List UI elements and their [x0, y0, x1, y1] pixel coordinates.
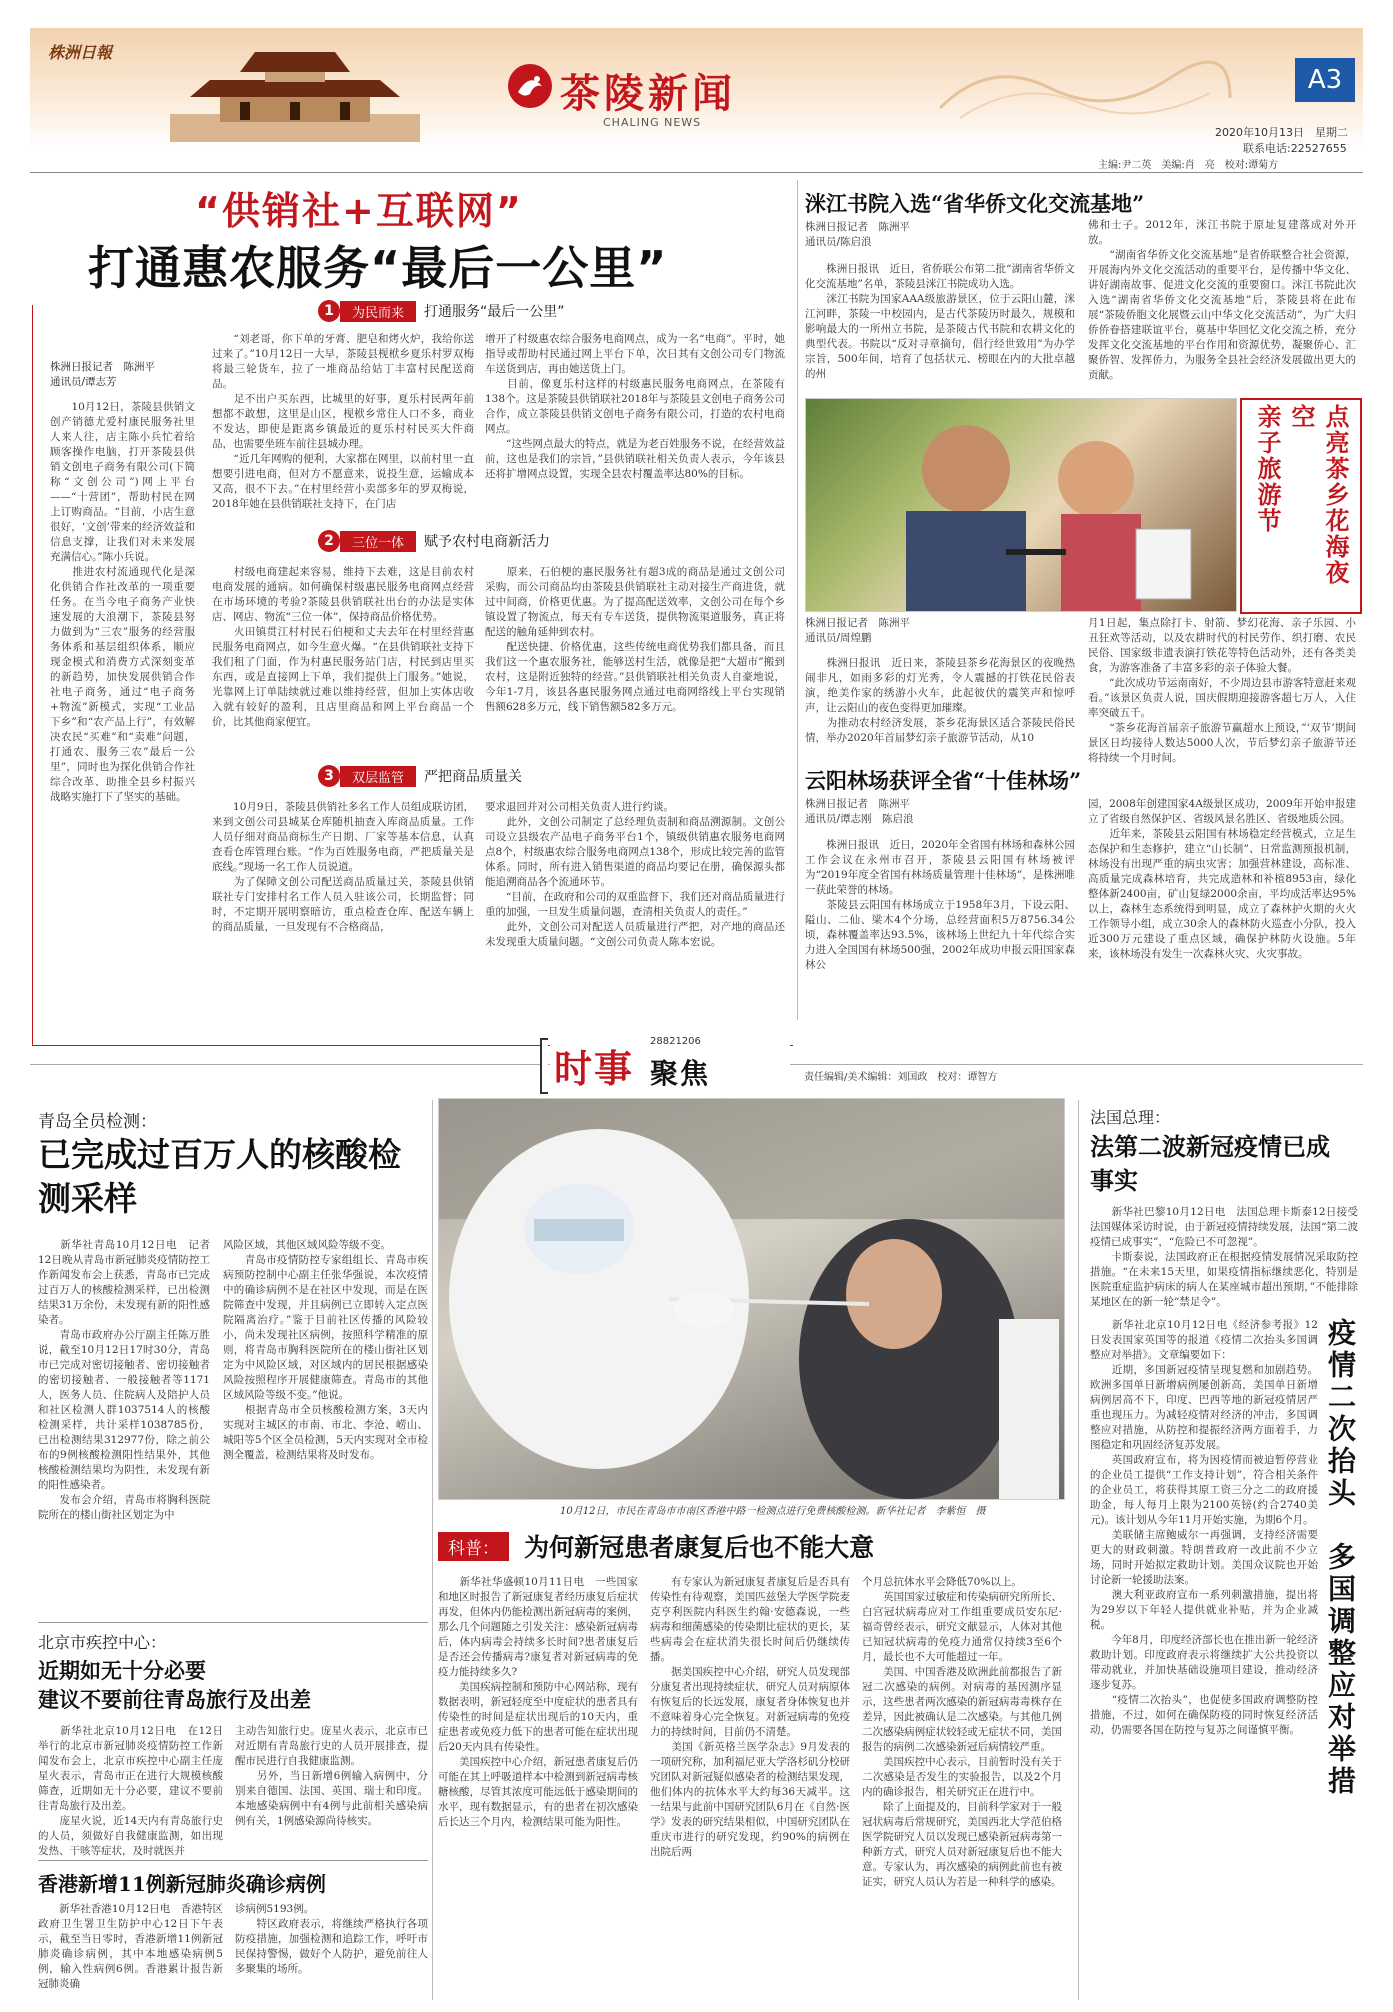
section-1-tag: 为民而来 [340, 301, 416, 322]
page-label: A3 [1295, 58, 1355, 102]
beijing-col-1: 新华社北京10月12日电 在12日举行的北京市新冠肺炎疫情防控工作新闻发布会上，北京市疾控中心副主任庞星火表示，青岛市正在进行大规模核酸筛查，近期如无十分必要，建议不要前往青岛旅行及出差。 庞星火说，近14天内有青岛旅行史的人员，须做好自我健康监测，如出现发热、干咳等症状，及时就医并 [38, 1725, 223, 1857]
chaling-logo-icon [508, 64, 552, 108]
france-headline: 法第二波新冠疫情已成事实 [1090, 1132, 1330, 1195]
section-1-col-1: “刘老哥，你下单的牙膏、肥皂和烤火炉，我给你送过来了。”10月12日一大早，茶陵县枧栿乡夏乐村罗双梅将最三轮货车，拉了一堆商品给姑丁丰富村民配送商品。 足不出户买东西，比城里的好事，夏乐村民两年前想都不敢想，这里是山区，枧栿乡常住人口不多，商业不发达，即使是距离乡镇最近的夏乐村村民买大件商品，也需要坐班车前往县城办理。 “近几年网购的便利，大家都在网里，以前村里一直想要引进电商，但对方不愿意来，说投生意，运输成本又高，很不下去。”在村里经营小卖部多年的罗双梅说，2018年她在县供销联社支持下，在门店 [212, 333, 474, 510]
section-2-title: 赋予农村电商新活力 [424, 534, 551, 550]
story2-col-1: 株洲日报讯 近日，省侨联公布第二批“湖南省华侨文化交流基地”名单，茶陵县洣江书院成功入选。 洣江书院为国家AAA级旅游景区，位于云阳山麓，洣江河畔，茶陵一中校园内，是古代茶陵历时最久，规模和影响最大的一所州立书院，是茶陵古代书院和农耕文化的典型代表。书院以“反对寻章摘句，倡行经世致用”为办学宗旨，500年间，培育了包括状元、榜眼在内的大批卓越的州 [805, 263, 1075, 380]
france-kicker: 法国总理： [1090, 1108, 1171, 1127]
section-3-col-2: 要求退回并对公司相关负责人进行约谈。 此外，文创公司制定了总经理负责制和商品溯源制。文创公司设立县级农产品电子商务平台1个，镇级供销惠农服务电商网点8个，村级惠农综合服务电商网点138个，形成比较完善的监管体系。同时，所有进入销售渠道的商品均要记在册，确保源头都能追溯商品各个流通环节。 “目前，在政府和公司的双重监督下，我们还对商品质量进行重的加强，一旦发生质量问题，查清相关负责人的责任。” 此外，文创公司对配送人员质量进行严把，对产地的商品还未发现重大质量问题。“文创公司负责人陈本宏说。 [485, 801, 785, 948]
story4-col-1: 株洲日报讯 近日，2020年全省国有林场和森林公园工作会议在永州市召开，茶陵县云阳国有林场被评为“2019年度全省国有林场质量管理十佳林场”，是株洲唯一获此荣誉的林场。 茶陵县云阳国有林场成立于1958年3月，下设云阳、隘山、二仙、梁木4个分场，总经营面积5万8756.34公顷，森林覆盖率达93.5%，该林场上世纪九十年代综合实力进入全国国有林场500强，2002年成功申报云阳国家森林公 [805, 839, 1075, 971]
photo-caption: 10月12日，市民在青岛市市南区香港中路一检测点进行免费核酸检测。新华社记者 李紫恒 摄 [560, 1506, 986, 1517]
masthead-banner [30, 28, 1363, 148]
section-number-1: 1 [318, 300, 340, 322]
swab-test-photo [438, 1098, 1065, 1500]
story3-byline: 株洲日报记者 陈洲平 通讯员/周煌鹏 [805, 617, 910, 644]
story3-photo [805, 398, 1237, 612]
story3-col-1: 株洲日报讯 近日来，茶陵县茶乡花海景区的夜晚热闹非凡，如雨多彩的灯光秀，令人震撼的打铁花民俗表演，绝美作家的绣游小火车，此起彼伏的震笑声和惊呼声，让云阳山的夜色变得更加璀璨。 为推动农村经济发展，茶乡花海景区适合茶陵民俗民情，举办2020年首届梦幻亲子旅游节活动，从10 [805, 657, 1075, 744]
lead-kicker: “供销社+互联网” [195, 189, 523, 233]
band-phone: 28821206 [650, 1036, 701, 1047]
section-3-title: 严把商品质量关 [424, 769, 523, 785]
science-heading [438, 1528, 874, 1564]
science-tag: 科普： [438, 1532, 509, 1561]
painting-scene-illustration [806, 399, 1236, 611]
story3-vertical-headline [1240, 398, 1362, 614]
story4-col-2: 园，2008年创建国家4A级景区成功，2009年开始申报建立了省级自然保护区、省级风景名胜区、省级地质公园。 近年来，茶陵县云阳国有林场稳定经营模式，立足生态保护和生态修护，建立“山长制”、日常监测预报机制，林场没有出现严重的病虫灾害；加强营林建设，高标准、高质量完成森林培育，共完成造林和补植8953亩，绿化整体新2400亩，矿山复绿2000余亩，平均成活率达95%以上，森林生态系统得到明显，成立了森林护火期的火火工作领导小组，成立30余人的森林防火巡查小分队，投入近300万元建设了重点区域，确保护林防火设施。5年来，该林场没有发生一次森林火灾、火灾事故。 [1088, 798, 1356, 960]
section-3-col-1: 10月9日，茶陵县供销社多名工作人员组成联访团，来到文创公司县城某仓库随机抽查入库商品质量。工作人员仔细对商品商标生产日期、厂家等基本信息，认真查看仓库管理台账。“作为百姓服务电商，严把质量关是底线。”现场一名工作人员说道。 为了保障文创公司配送商品质量过关，茶陵县供销联社专门安排村名工作人员入驻该公司，长期监督；同时，不定期开展明察暗访，重点检查仓库、配送车辆上的商品质量，一旦发现有不合格商品， [212, 801, 474, 933]
band-title-box [550, 1036, 790, 1092]
hk-col-1: 新华社香港10月12日电 香港特区政府卫生署卫生防护中心12日下午表示，截至当日零时，香港新增11例新冠肺炎确诊病例，其中本地感染病例5例，输入性病例6例。香港累计报告新冠肺炎确 [38, 1903, 223, 1990]
masthead-rule [30, 172, 1363, 173]
masthead-title: 茶陵新闻 [560, 71, 736, 117]
beijing-col-2: 主动告知旅行史。庞星火表示，北京市已对近期有青岛旅行史的人员开展排查，提醒市民进行自我健康监测。 另外，当日新增6例输入病例中，分别来自德国、法国、英国、瑞士和印度。本地感染病例中有4例与此前相关感染病例有关，1例感染源尚待核实。 [235, 1725, 428, 1827]
decorative-cloud-icon [930, 48, 1230, 128]
story2-headline: 洣江书院入选“省华侨文化交流基地” [805, 191, 1145, 216]
section-3-heading [318, 765, 522, 787]
temple-illustration [170, 42, 420, 142]
story2-col-2: 佛和士子。2012年，洣江书院于原址复建落成对外开放。 “湖南省华侨文化交流基地”是省侨联整合社会资源，开展海内外文化交流活动的重要平台，是传播中华文化、讲好湖南故事、促进文化交流的重要窗口。洣江书院此次入选“湖南省华侨文化交流基地”后，茶陵县将在此布展“茶陵侨胞文化展暨云山中华文化交流活动”，为广大归侨侨眷搭建联谊平台，奠基中华回忆文化交流之桥，充分发挥文化交流基地的平台作用和资源优势，凝聚侨心、汇聚侨智、发挥侨力，为服务全县社会经济发展做出更大的贡献。 [1088, 219, 1356, 381]
band-bracket-left-icon [540, 1038, 548, 1094]
band-title-a: 时事 [554, 1047, 635, 1091]
story3-col-2: 月1日起，集点除打卡、射箭、梦幻花海、亲子乐园、小丑狂欢等活动，以及农耕时代的村民劳作、织打磨、农民民俗、国家级非遗表演打铁花等特色活动外，还有各类美食，为游客准备了丰富多彩的亲子体验大餐。 “此次成功节运南南好，不少周边县市游客特意赶来观看。”该景区负责人说，国庆假期迎接游客超七万人，入住率突破五千。 “茶乡花海首届亲子旅游节赢超水上预设，”‘双节’期间景区日均接待人数达5000人次，节后梦幻亲子旅游节还将持续一个月时间。 [1088, 617, 1356, 764]
story4-byline: 株洲日报记者 陈洲平 通讯员/谭志刚 陈启浪 [805, 798, 914, 825]
beijing-kicker: 北京市疾控中心： [38, 1633, 167, 1652]
story2-byline: 株洲日报记者 陈洲平 通讯员/陈启浪 [805, 221, 910, 248]
column-divider [797, 180, 798, 1020]
band-credits: 责任编辑/美术编辑：刘国政 校对：谭智方 [800, 1068, 1001, 1083]
hk-rule [38, 1860, 428, 1861]
science-col-2: 有专家认为新冠康复者康复后是否具有传染性有待观察，美国匹兹堡大学医学院麦克亨利医院内科医生约翰·安德森说，一些病毒和细菌感染的传染期比症状的更长，某些病毒会在症状消失很长时间后仍继续传播。 据美国疾控中心介绍，研究人员发现部分康复者出现持续症状，研究人员对病原体有恢复后的长远发展，康复者身体恢复也并不意味着身心完全恢复。对新冠病毒的免疫力的持续时间，目前仍不清楚。 美国《新英格兰医学杂志》9月发表的一项研究称，加利福尼亚大学洛杉矶分校研究团队对新冠疑似感染者的检测结果发现，他们体内的抗体水平大约每36天减半。这一结果与此前中国研究团队6月在《自然·医学》发表的研究结果相似，中国研究团队在重庆市进行的研究发现，约90%的病例在出院后两 [650, 1576, 850, 1858]
section-2-col-1: 村级电商建起来容易，维持下去难，这是目前农村电商发展的通病。如何确保村级惠民服务电商网点经营在市场环境的考验?茶陵县供销联社出台的办法是实体店、网店、物流“三位一体”，保持商品价格优势。 火田镇贯江村村民石伯梗和丈夫去年在村里经营惠民服务电商网点，如今生意火爆。“在县供销联社支持下我们租了门面，作为村惠民服务站门店，村民到店里买东西，或是直接网上下单，我们提供上门服务。”她说，光靠网上订单陆续就过难以维持经营，但加上实体店收入就有较好的盈利，且店里商品和网上平台商品一个价，比其他商家便宜。 [212, 566, 474, 728]
science-headline: 为何新冠患者康复后也不能大意 [524, 1533, 875, 1562]
lead-headline: 打通惠农服务“最后一公里” [88, 241, 668, 295]
issue-date: 2020年10月13日 星期二 [1215, 126, 1348, 139]
hk-headline: 香港新增11例新冠肺炎确诊病例 [38, 1872, 326, 1896]
beijing-rule [38, 1622, 428, 1623]
section-number-3: 3 [318, 765, 340, 787]
left-divider [432, 1100, 433, 2000]
section-2-tag: 三位一体 [340, 531, 416, 552]
economy-vertical-headline: 疫情二次抬头 多国调整应对举措 [1324, 1318, 1357, 1798]
section-2-col-2: 原来，石伯梗的惠民服务社有超3成的商品是通过文创公司采购，而公司商品均由茶陵县供销联社主动对接生产商进货，就过中间商，价格更优惠。为了提高配送效率，文创公司在每个乡镇设置了物流点，每天有专车送货，提供物流渠道服务，真正将配送的触角延伸到农村。 配送快捷、价格优惠，这些传统电商优势我们都具备，而且我们这一个惠农服务社，能够送村生活，就像是把“大超市”搬到农村，这是附近独特的经营。”县供销联社相关负责人自豪地说，今年1-7月，该县各惠民服务网点通过电商网络线上平台实现销售额628多万元，线下销售额582多万元。 [485, 566, 785, 713]
section-1-heading [318, 300, 565, 322]
swab-scene-illustration [439, 1099, 1064, 1499]
section-band [30, 1032, 1363, 1096]
economy-divider [1078, 1100, 1079, 2000]
lead-intro: 10月12日，茶陵县供销文创产销德尤爱村康民服务社里人来人往，店主陈小兵忙着给顾客操作电脑，打开茶陵县供销文创电子商务有限公司(下简称“文创公司”)网上平台——“十营团”，帮助村民在网上订购商品。“目前，小店生意很好，‘文创’带来的经济效益和信息支撑，让我们对未来发展充满信心。”陈小兵说。 推进农村流通现代化是深化供销合作社改革的一项重要任务。在当今电子商务产业快速发展的大浪潮下，茶陵县努力做到为“三农”服务的经营服务体系和基层组织体系，顺应现金模式和消费方式深刻变革的新趋势，加快发展供销合作社电子商务，通过“电子商务+物流”新模式，实现“工业品下乡”和“农产品上行”，有效解决农民“买难”和“卖难”问题，打通农、服务三农”最后一公里”，同时也为探化供销合作社综合改革、助推全县乡村振兴战略实施打下了坚实的基础。 [50, 401, 195, 803]
qingdao-col-2: 风险区域，其他区域风险等级不变。 青岛市疫情防控专家组组长、青岛市疾病预防控制中心副主任张华强说，本次疫情中的确诊病例不是在社区中发现，而是在医院筛查中发现，并且病例已立即转入定点医院隔离治疗。”鉴于目前社区传播的风险较小，尚未发现社区病例，按照科学精准的原则，将青岛市胸科医院所在的楼山街社区划定为中风险区域，对区域内的居民根据感染风险按照程序开展健康筛查。青岛市的其他区域风险等级不变。”他说。 根据青岛市全员核酸检测方案，3天内实现对主城区的市南、市北、李沧、崂山、城阳等5个区全员检测，5天内实现对全市检测全覆盖，检测结果将及时发布。 [223, 1239, 428, 1461]
science-col-1: 新华社华盛顿10月11日电 一些国家和地区时报告了新冠康复者经历康复后症状再发，但体内仍能检测出新冠病毒的案例，那么几个问题随之引发关注：感染新冠病毒后，体内病毒会持续多长时间?患者康复后是否还会传播病毒?康复者对新冠病毒的免疫力能持续多久? 美国疾病控制和预防中心网站称，现有数据表明，新冠轻度至中度症状的患者具有传染性的时间是症状出现后的10天内，重症患者或免疫力低下的患者可能在症状出现后20天内具有传染性。 美国疾控中心介绍，新冠患者康复后仍可能在其上呼吸道样本中检测到新冠病毒核糖核酸，尽管其浓度可能远低于感染期间的水平，现有数据显示，有的患者在初次感染后长达三个月内，检测结果可能为阳性。 [438, 1576, 638, 1828]
section-3-tag: 双层监管 [340, 766, 416, 787]
section-2-heading [318, 530, 550, 552]
story3-headline-text: 点亮茶乡花海夜空 亲子旅游节 [1253, 404, 1349, 586]
beijing-headline: 近期如无十分必要 建议不要前往青岛旅行及出差 [38, 1658, 311, 1712]
section-1-title: 打通服务“最后一公里” [424, 304, 565, 320]
qingdao-headline: 已完成过百万人的核酸检测采样 [38, 1135, 401, 1218]
editor-credits: 主编:尹二英 美编:肖 亮 校对:谭菊方 [1098, 160, 1279, 171]
economy-col-1: 新华社北京10月12日电《经济参考报》12日发表国家英国等的报道《疫情二次抬头多国调整应对举措》。文章编要如下： 近期，多国新冠疫情呈现复燃和加剧趋势。欧洲多国单日新增病例屡创新高，美国单日新增病例居高不下，印度、巴西等地的新冠疫情居严重也现压力。为减轻疫情对经济的冲击，多国调整应对措施，从防控和提振经济两方面着手，力图稳定和巩固经济复苏发展。 英国政府宣布，将为因疫情而被迫暂停营业的企业员工提供“工作支持计划”，符合相关条件的企业员工，将获得其原工资三分之二的政府援助金，每人每月上限为2100英镑(约合2740美元)。该计划从今年11月开始实施，为期6个月。 美联储主席鲍威尔一再强调，支持经济需要更大的财政刺激。特朗普政府一改此前不少立场，同时开始拟定救助计划。美国众议院也开始讨论新一轮援助法案。 澳大利亚政府宣布一系列刺激措施，提出将为29岁以下年轻人提供就业补贴，并为企业减税。 今年8月，印度经济部长也在推出新一轮经济救助计划。印度政府表示将继续扩大公共投资以带动就业，并加快基础设施项目建设，推动经济逐步复苏。 “疫情二次抬头”，也促使多国政府调整防控措施，不过，如何在确保防疫的同时恢复经济活动，仍需要各国在防控与复苏之间谨慎平衡。 [1090, 1319, 1318, 1736]
lead-byline: 株洲日报记者 陈洲平 通讯员/谭志芳 [50, 361, 155, 388]
band-title-b: 聚焦 [650, 1057, 711, 1090]
hotline: 联系电话:22527655 [1243, 142, 1347, 155]
qingdao-kicker: 青岛全员检测： [38, 1112, 157, 1132]
qingdao-col-1: 新华社青岛10月12日电 记者12日晚从青岛市新冠肺炎疫情防控工作新闻发布会上获悉，青岛市已完成过百万人的核酸检测采样，已出检测结果31万余份，未发现有新的阳性感染者。 青岛市政府办公厅副主任陈万胜说，截至10月12日17时30分，青岛市已完成对密切接触者、密切接触者的密切接触者、一般接触者等1171人，医务人员、住院病人及陪护人员和社区检测人群1037514人的核酸检测采样，共计采样1038785份，已出检测结果312977份，除之前公布的9例核酸检测阳性结果外，其他核酸检测结果均为阴性，未发现有新的阳性感染者。 发布会介绍，青岛市将胸科医院院所在的楼山街社区划定为中 [38, 1239, 210, 1521]
hk-col-2: 诊病例5193例。 特区政府表示，将继续严格执行各项防疫措施，加强检测和追踪工作，呼吁市民保持警惕，做好个人防护，避免前往人多聚集的场所。 [235, 1903, 428, 1975]
story4-headline: 云阳林场获评全省“十佳林场” [805, 768, 1082, 793]
brand-logo: 株洲日報 [48, 43, 113, 62]
france-col-1: 新华社巴黎10月12日电 法国总理卡斯泰12日接受法国媒体采访时说，由于新冠疫情持续发展，法国“第二波疫情已成事实”，“危险已不可忽视”。 卡斯泰说，法国政府正在根据疫情发展情况采取防控措施。“在未来15天里，如果疫情指标继续恶化，特别是医院重症监护病床的病人在某座城市超出预期，”不能排除某地区在的新一轮“禁足令”。 [1090, 1206, 1358, 1308]
science-col-3: 个月总抗体水平会降低70%以上。 英国国家过敏症和传染病研究所所长、白宫冠状病毒应对工作组重要成员安东尼·福奇曾经表示，研究文献显示，人体对其他已知冠状病毒的免疫力通常仅持续3至6个月，最长也不大可能超过一年。 美国、中国香港及欧洲此前都报告了新冠二次感染的病例。对病毒的基因测序显示，这些患者两次感染的新冠病毒毒株存在差异，因此被确认是二次感染。与其他几例二次感染病例症状较轻或无症状不同，美国报告的病例二次感染新冠后病情较严重。 美国疾控中心表示，目前暂时没有关于二次感染是否发生的实验报告，以及2个月内的确诊报告，相关研究正在进行中。 除了上面提及的，目前科学家对于一般冠状病毒后常规研究，美国西北大学范伯格医学院研究人员以发现已感染新冠病毒第一种新方式，研究人员对新冠康复后也不能大意。专家认为，再次感染的病例此前也有被证实，研究人员认为若是一种科学的感染。 [862, 1576, 1062, 1888]
section-1-col-2: 增开了村级惠农综合服务电商网点，成为一名“电商”。平时，她指导或帮助村民通过网上平台下单，次日其有文创公司专门物流车送货到店，再由她送货上门。 目前，像夏乐村这样的村级惠民服务电商网点，在茶陵有138个。这是茶陵县供销联社2018年与茶陵县文创电子商务公司合作，成立茶陵县供销文创电子商务有限公司，打造的农村电商网点。 “这些网点最大的特点，就是为老百姓服务不说，在经营效益前，这也是我们的宗旨，”县供销联社相关负责人表示，今年该县还将扩增网点设置，实现全县农村覆盖率达80%的目标。 [485, 333, 785, 480]
section-number-2: 2 [318, 530, 340, 552]
masthead-subtitle: CHALING NEWS [603, 116, 702, 129]
